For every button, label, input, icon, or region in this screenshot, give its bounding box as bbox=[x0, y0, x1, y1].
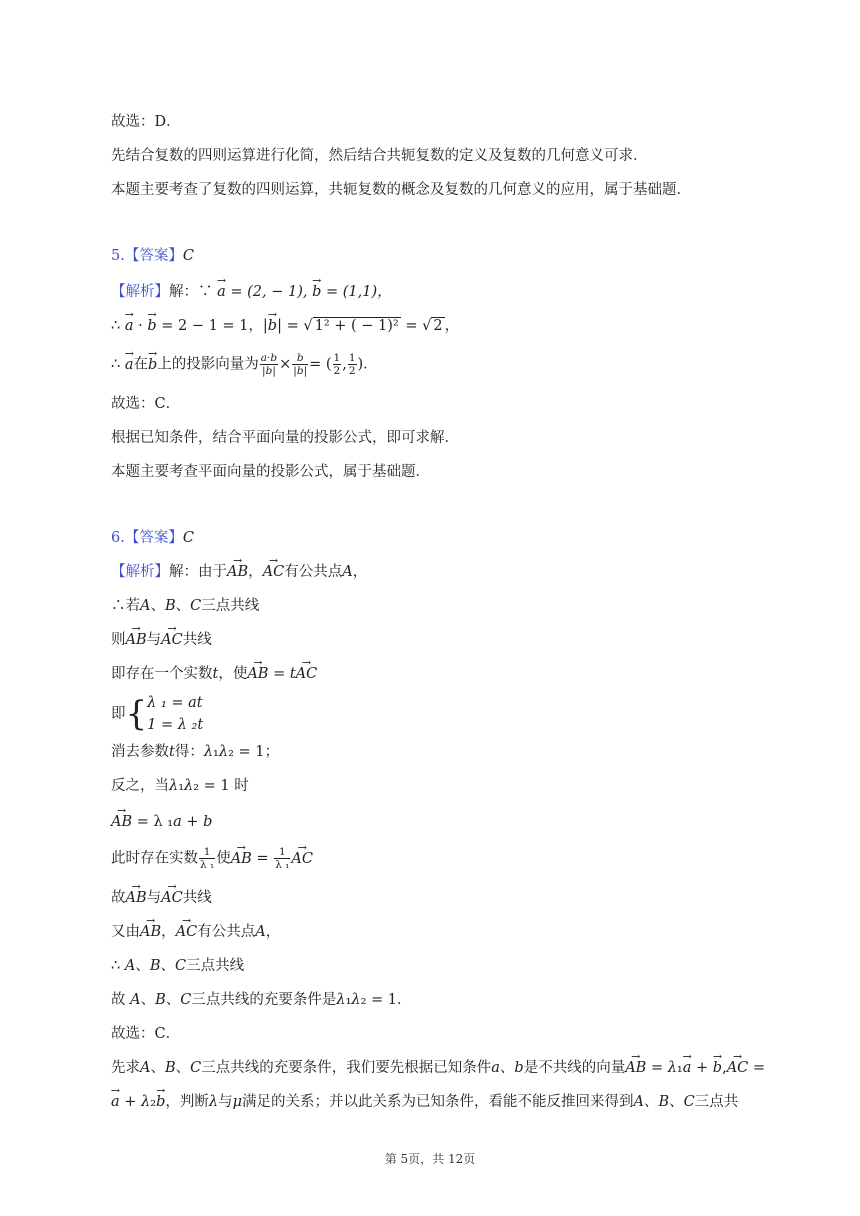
q6-line5-system: 即{λ ₁ = at 1 = λ ₂t bbox=[111, 694, 204, 734]
q6-heading bbox=[111, 528, 194, 548]
q6-line10: 故→ AB与→ AC共线 bbox=[111, 888, 212, 908]
q6-line9: 此时存在实数 $\frac{1}{\text{λ ₁}}$ 使→ AB = $\frac{1}{\text{λ ₁}}$ → AC bbox=[111, 846, 313, 871]
q4-comment: 本题主要考查了复数的四则运算，共轭复数的概念及复数的几何意义的应用，属于基础题． bbox=[111, 182, 691, 198]
q6-answer: C bbox=[182, 530, 194, 546]
q5-choice: 故选：C． bbox=[111, 396, 181, 412]
q5-answer: C bbox=[182, 248, 194, 264]
q6-line16: → a + λ₂→ b，判断λ与μ满足的关系；并以此关系为已知条件，看能不能反推回来得到A、B、C三点共 bbox=[111, 1092, 738, 1112]
q6-line8: → AB = λ ₁a + b bbox=[111, 812, 212, 832]
q6-line1: 【解析】解：由于→ AB，→ AC有公共点A， bbox=[111, 562, 367, 582]
q6-line13: 故 A、B、C三点共线的充要条件是λ₁λ₂ = 1． bbox=[111, 992, 412, 1008]
q5-heading bbox=[111, 246, 194, 266]
q5-comment: 本题主要考查平面向量的投影公式，属于基础题． bbox=[111, 464, 430, 480]
q6-line4: 即存在一个实数t，使→ AB = t→ AC bbox=[111, 664, 317, 684]
q5-analysis: 根据已知条件，结合平面向量的投影公式，即可求解． bbox=[111, 430, 459, 446]
q4-choice: 故选：D． bbox=[111, 114, 181, 130]
q6-line7: 反之，当λ₁λ₂ = 1 时 bbox=[111, 778, 249, 794]
q4-analysis: 先结合复数的四则运算进行化简，然后结合共轭复数的定义及复数的几何意义可求． bbox=[111, 148, 648, 164]
q5-line2: ∴ → a · → b = 2 − 1 = 1，|→ b| = √ 1² + ( − 1)² = √ 2 ， bbox=[111, 316, 459, 336]
q6-line3: 则→ AB与→ AC共线 bbox=[111, 630, 212, 650]
q5-line3: ∴ → a在→ b上的投影向量为 $\frac{a\cdot b}{|b|}$ × $\frac{b}{|b|}$ = ( $\frac{1}{2}$ , $\frac{1}{2}$ )． bbox=[111, 352, 378, 377]
q6-choice: 故选：C． bbox=[111, 1026, 181, 1042]
page-footer: 第 5页，共 12页 bbox=[384, 1152, 476, 1166]
q6-line2: ∴若A、B、C三点共线 bbox=[111, 598, 260, 614]
q5-intro: 解：∵ bbox=[169, 284, 213, 300]
q5-tag: 【解析】 bbox=[111, 284, 169, 300]
q6-line15: 先求A、B、C三点共线的充要条件，我们要先根据已知条件a、b是不共线的向量→ AB = λ₁→ a + → b,→ AC = bbox=[111, 1058, 765, 1078]
q5-line1: 【解析】解：∵ → a = (2, − 1), → b = (1,1)， bbox=[111, 282, 392, 302]
q6-heading-label: 6.【答案】 bbox=[111, 530, 183, 546]
q6-line12: ∴ A、B、C三点共线 bbox=[111, 958, 245, 974]
q5-heading-label: 5.【答案】 bbox=[111, 248, 183, 264]
q6-line6: 消去参数t得：λ₁λ₂ = 1； bbox=[111, 744, 279, 760]
q6-tag: 【解析】 bbox=[111, 564, 169, 580]
q6-line11: 又由→ AB，→ AC有公共点A， bbox=[111, 922, 280, 942]
